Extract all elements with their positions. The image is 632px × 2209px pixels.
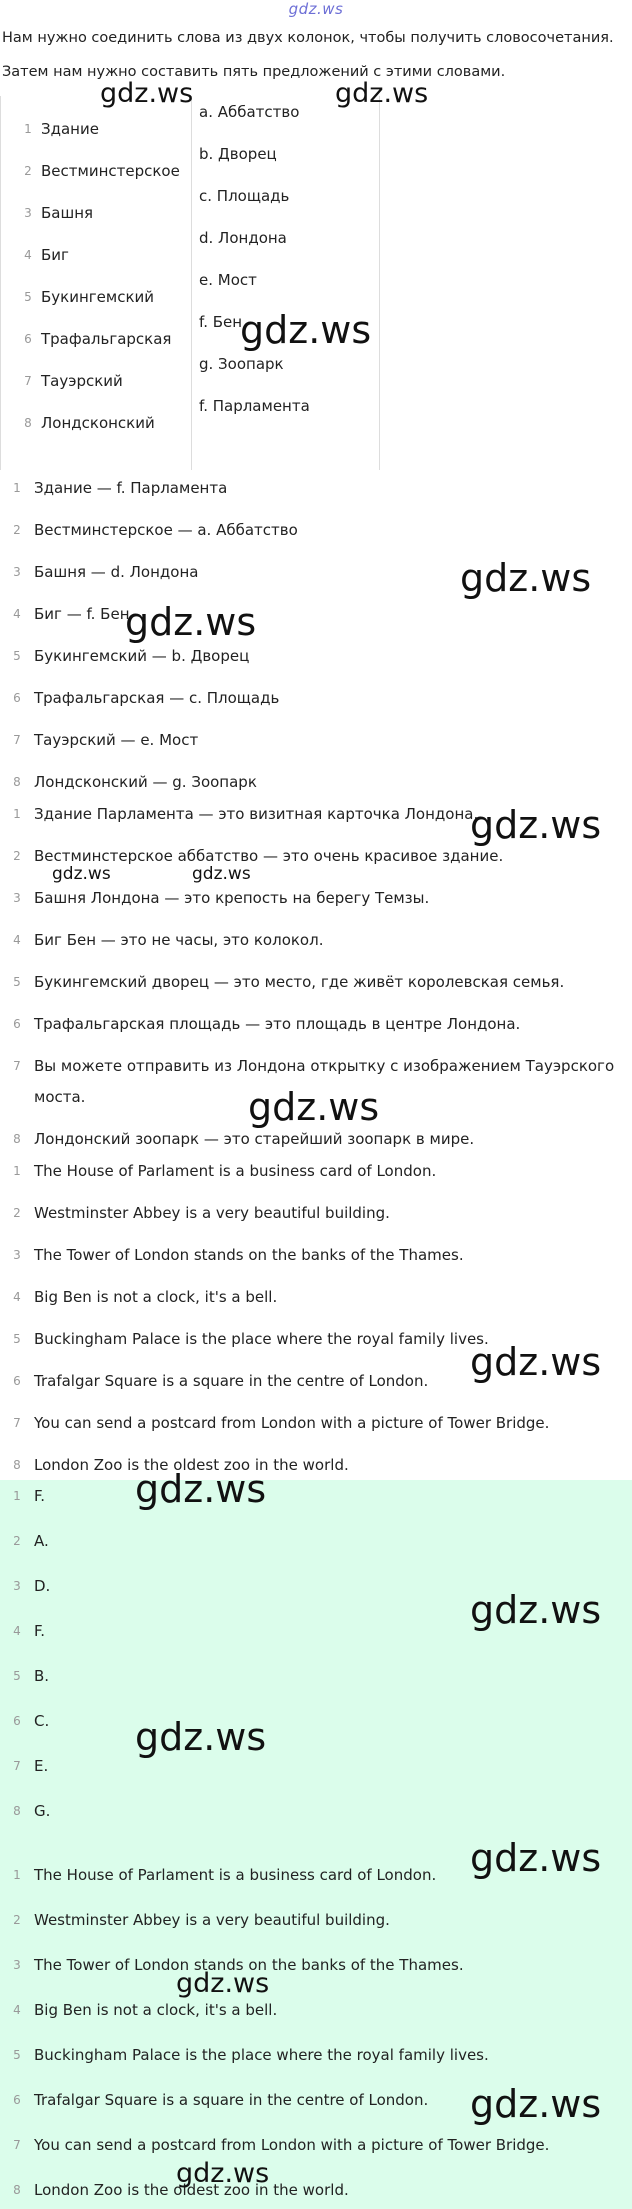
en-sentence-row xyxy=(0,2181,349,2199)
row-text: Здание — f. Парламента xyxy=(34,479,228,497)
row-number: 5 xyxy=(13,1669,21,1683)
left-item-4 xyxy=(19,246,69,264)
row-text: A. xyxy=(34,1532,49,1550)
item-text: Букингемский xyxy=(41,288,155,306)
row-number: 2 xyxy=(13,1913,21,1927)
watermark: gdz.ws xyxy=(176,2158,270,2189)
row-text: Лондсконский — g. Зоопарк xyxy=(34,773,257,791)
en-sentence-row xyxy=(0,1911,390,1929)
row-text: You can send a postcard from London with a picture of Tower Bridge. xyxy=(34,1414,550,1432)
ru-sentence-row xyxy=(0,1057,614,1075)
item-text: Тауэрский xyxy=(41,372,123,390)
en-sentence-row xyxy=(0,2001,277,2019)
row-text: Вестминстерское — a. Аббатство xyxy=(34,521,298,539)
item-number: 3 xyxy=(24,206,32,220)
item-text: Вестминстерское xyxy=(41,162,180,180)
row-number: 1 xyxy=(13,1164,21,1178)
watermark: gdz.ws xyxy=(135,1467,267,1511)
row-number: 7 xyxy=(13,2138,21,2152)
item-number: 1 xyxy=(24,122,32,136)
row-text: The Tower of London stands on the banks of the Thames. xyxy=(34,1246,464,1264)
ru-sentence-row xyxy=(0,931,323,949)
answer-row xyxy=(0,1577,50,1595)
en-sentence-row xyxy=(0,2046,489,2064)
item-text: Башня xyxy=(41,204,94,222)
row-number: 6 xyxy=(13,1017,21,1031)
row-number: 5 xyxy=(13,649,21,663)
row-text: B. xyxy=(34,1667,50,1685)
right-item-f: f. Бен xyxy=(199,313,243,331)
left-item-8 xyxy=(19,414,155,432)
ru-sentence-row xyxy=(0,805,478,823)
row-text: F. xyxy=(34,1622,45,1640)
ru-sentence-row xyxy=(0,1130,474,1148)
watermark: gdz.ws xyxy=(100,78,194,109)
watermark: gdz.ws xyxy=(52,864,111,884)
row-number: 4 xyxy=(13,2003,21,2017)
en-sentence-row xyxy=(0,1288,277,1306)
pair-row xyxy=(0,479,227,497)
left-column xyxy=(0,96,192,470)
row-text: Трафальгарская площадь — это площадь в центре Лондона. xyxy=(34,1015,521,1033)
row-text: Здание Парламента — это визитная карточка Лондона. xyxy=(34,805,479,823)
row-text: F. xyxy=(34,1487,45,1505)
right-item-f2: f. Парламента xyxy=(199,397,310,415)
row-number: 3 xyxy=(13,1579,21,1593)
row-number: 2 xyxy=(13,1534,21,1548)
left-item-6 xyxy=(19,330,171,348)
item-number: 2 xyxy=(24,164,32,178)
row-number: 2 xyxy=(13,849,21,863)
row-number: 6 xyxy=(13,691,21,705)
row-number: 1 xyxy=(13,481,21,495)
pair-row xyxy=(0,605,130,623)
item-text: Трафальгарская xyxy=(41,330,172,348)
row-text: The House of Parlament is a business card of London. xyxy=(34,1162,437,1180)
row-text: You can send a postcard from London with a picture of Tower Bridge. xyxy=(34,2136,550,2154)
right-item-b: b. Дворец xyxy=(199,145,277,163)
row-text: Buckingham Palace is the place where the royal family lives. xyxy=(34,2046,489,2064)
answer-row xyxy=(0,1802,50,1820)
watermark: gdz.ws xyxy=(470,803,602,847)
row-text: D. xyxy=(34,1577,51,1595)
en-sentence-row xyxy=(0,1414,549,1432)
row-text: Букингемский дворец — это место, где живёт королевская семья. xyxy=(34,973,565,991)
en-sentence-row xyxy=(0,1162,436,1180)
watermark: gdz.ws xyxy=(125,600,257,644)
row-number: 7 xyxy=(13,1059,21,1073)
ru-sentence-row-continuation xyxy=(0,1088,85,1106)
intro-line-1: Нам нужно соединить слова из двух колонок, чтобы получить словосочетания. xyxy=(2,30,614,46)
row-number: 3 xyxy=(13,1248,21,1262)
right-item-e: e. Мост xyxy=(199,271,257,289)
watermark: gdz.ws xyxy=(135,1715,267,1759)
row-text: The House of Parlament is a business card of London. xyxy=(34,1866,437,1884)
answer-row xyxy=(0,1667,49,1685)
answer-row xyxy=(0,1487,45,1505)
row-text: Вестминстерское аббатство — это очень красивое здание. xyxy=(34,847,504,865)
watermark: gdz.ws xyxy=(470,2082,602,2126)
left-item-7 xyxy=(19,372,123,390)
matching-table xyxy=(0,96,380,470)
item-number: 7 xyxy=(24,374,32,388)
row-text: Westminster Abbey is a very beautiful building. xyxy=(34,1204,390,1222)
row-number: 3 xyxy=(13,565,21,579)
row-text: Big Ben is not a clock, it's a bell. xyxy=(34,2001,278,2019)
watermark: gdz.ws xyxy=(460,556,592,600)
en-sentence-row xyxy=(0,2136,549,2154)
row-number: 8 xyxy=(13,1458,21,1472)
en-sentence-row xyxy=(0,1372,428,1390)
row-text: Trafalgar Square is a square in the centre of London. xyxy=(34,2091,429,2109)
row-number: 7 xyxy=(13,1416,21,1430)
row-number: 4 xyxy=(13,607,21,621)
row-text: The Tower of London stands on the banks of the Thames. xyxy=(34,1956,464,1974)
ru-sentence-row xyxy=(0,973,564,991)
row-number: 5 xyxy=(13,975,21,989)
item-number: 6 xyxy=(24,332,32,346)
item-text: Биг xyxy=(41,246,69,264)
row-number: 1 xyxy=(13,1868,21,1882)
left-item-3 xyxy=(19,204,93,222)
en-sentence-row xyxy=(0,1246,464,1264)
row-text: Биг — f. Бен xyxy=(34,605,130,623)
row-text: Trafalgar Square is a square in the centre of London. xyxy=(34,1372,429,1390)
en-sentence-row xyxy=(0,1204,390,1222)
watermark: gdz.ws xyxy=(192,864,251,884)
watermark: gdz.ws xyxy=(176,1968,270,1999)
watermark: gdz.ws xyxy=(248,1085,380,1129)
row-number: 5 xyxy=(13,1332,21,1346)
item-text: Здание xyxy=(41,120,99,138)
ru-sentence-row xyxy=(0,889,429,907)
row-number: 7 xyxy=(13,733,21,747)
left-item-2 xyxy=(19,162,180,180)
right-item-c: c. Площадь xyxy=(199,187,290,205)
item-number: 8 xyxy=(24,416,32,430)
row-number: 2 xyxy=(13,523,21,537)
site-logo[interactable]: gdz.ws xyxy=(288,0,344,18)
row-text: Башня — d. Лондона xyxy=(34,563,199,581)
row-number: 5 xyxy=(13,2048,21,2062)
ru-sentence-row xyxy=(0,1015,520,1033)
row-text: Buckingham Palace is the place where the royal family lives. xyxy=(34,1330,489,1348)
row-text: E. xyxy=(34,1757,49,1775)
answer-row xyxy=(0,1712,49,1730)
row-number: 3 xyxy=(13,1958,21,1972)
row-text: моста. xyxy=(34,1088,86,1106)
answer-row xyxy=(0,1757,48,1775)
pair-row xyxy=(0,689,279,707)
answer-row xyxy=(0,1532,49,1550)
right-item-a: a. Аббатство xyxy=(199,103,300,121)
row-number: 6 xyxy=(13,1714,21,1728)
row-number: 8 xyxy=(13,2183,21,2197)
right-item-g: g. Зоопарк xyxy=(199,355,284,373)
pair-row xyxy=(0,521,298,539)
pair-row xyxy=(0,731,198,749)
watermark: gdz.ws xyxy=(335,78,429,109)
row-text: London Zoo is the oldest zoo in the world. xyxy=(34,1456,349,1474)
watermark: gdz.ws xyxy=(240,308,372,352)
row-text: Big Ben is not a clock, it's a bell. xyxy=(34,1288,278,1306)
pair-row xyxy=(0,563,198,581)
right-item-d: d. Лондона xyxy=(199,229,287,247)
row-text: London Zoo is the oldest zoo in the world. xyxy=(34,2181,349,2199)
row-number: 4 xyxy=(13,933,21,947)
item-text: Лондсконский xyxy=(41,414,155,432)
en-sentence-row xyxy=(0,1866,436,1884)
row-number: 8 xyxy=(13,775,21,789)
right-column xyxy=(191,96,380,470)
watermark: gdz.ws xyxy=(470,1836,602,1880)
left-item-1 xyxy=(19,120,99,138)
row-number: 8 xyxy=(13,1132,21,1146)
intro-line-2: Затем нам нужно составить пять предложений с этими словами. xyxy=(2,64,506,80)
row-text: Лондонский зоопарк — это старейший зоопарк в мире. xyxy=(34,1130,475,1148)
row-text: Тауэрский — e. Мост xyxy=(34,731,199,749)
row-text: Вы можете отправить из Лондона открытку с изображением Тауэрского xyxy=(34,1057,615,1075)
pair-row xyxy=(0,773,257,791)
pair-row xyxy=(0,647,249,665)
row-number: 1 xyxy=(13,1489,21,1503)
row-number: 3 xyxy=(13,891,21,905)
row-number: 8 xyxy=(13,1804,21,1818)
watermark: gdz.ws xyxy=(470,1340,602,1384)
row-text: G. xyxy=(34,1802,51,1820)
row-text: Westminster Abbey is a very beautiful building. xyxy=(34,1911,390,1929)
row-number: 6 xyxy=(13,1374,21,1388)
row-number: 6 xyxy=(13,2093,21,2107)
left-item-5 xyxy=(19,288,154,306)
answer-row xyxy=(0,1622,45,1640)
item-number: 4 xyxy=(24,248,32,262)
row-text: Букингемский — b. Дворец xyxy=(34,647,250,665)
row-text: C. xyxy=(34,1712,50,1730)
en-sentence-row xyxy=(0,2091,428,2109)
en-sentence-row xyxy=(0,1330,489,1348)
watermark: gdz.ws xyxy=(470,1588,602,1632)
row-text: Башня Лондона — это крепость на берегу Темзы. xyxy=(34,889,430,907)
row-number: 2 xyxy=(13,1206,21,1220)
row-number: 1 xyxy=(13,807,21,821)
row-number: 4 xyxy=(13,1290,21,1304)
row-number: 4 xyxy=(13,1624,21,1638)
row-text: Трафальгарская — c. Площадь xyxy=(34,689,280,707)
ru-sentence-row xyxy=(0,847,503,865)
item-number: 5 xyxy=(24,290,32,304)
row-number: 7 xyxy=(13,1759,21,1773)
row-text: Биг Бен — это не часы, это колокол. xyxy=(34,931,324,949)
